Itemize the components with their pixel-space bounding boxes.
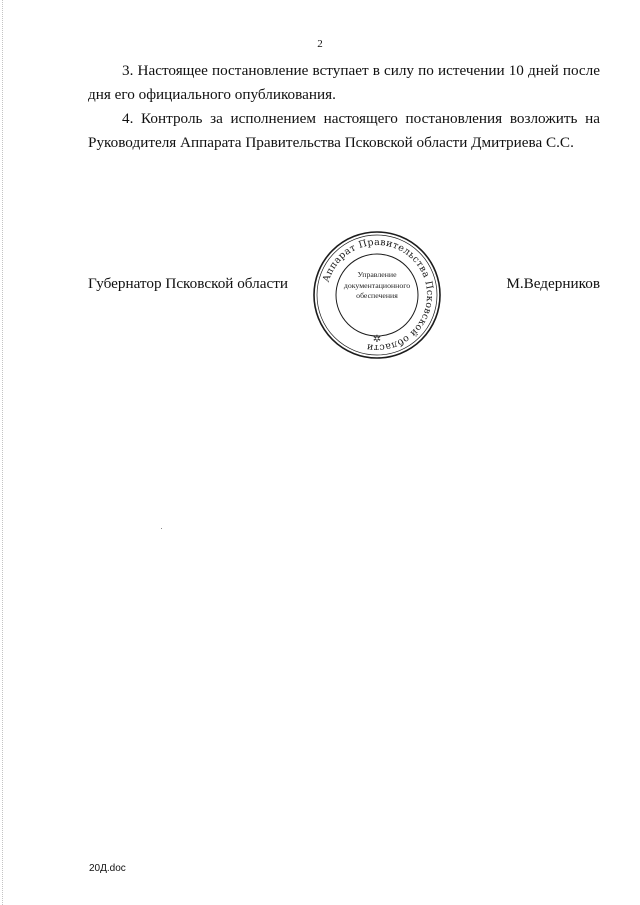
footer-file-name: 20Д.doc — [89, 863, 126, 874]
seal-star-icon: ✲ — [372, 334, 382, 345]
seal-ring-text: Аппарат Правительства Псковской области — [320, 236, 436, 354]
paragraph-control-assignment: 4. Контроль за исполнением настоящего постановления возложить на Руководителя Аппарата Правительства Псковской области Дмитриева С.С. — [88, 110, 600, 151]
paragraph-entry-into-force: 3. Настоящее постановление вступает в силу по истечении 10 дней после дня его официального опубликования. — [88, 62, 600, 103]
signatory-title: Губернатор Псковской области — [88, 275, 288, 292]
seal-center-line: документационного — [343, 280, 411, 290]
seal-center-text — [340, 270, 414, 302]
scan-edge — [2, 0, 3, 905]
official-seal — [310, 228, 444, 362]
page-number: 2 — [317, 38, 323, 50]
seal-center-line: Управление — [357, 270, 397, 279]
scan-speck — [161, 528, 162, 529]
signatory-name: М.Ведерников — [506, 275, 600, 292]
seal-center-line: обеспечения — [356, 291, 398, 300]
document-body — [88, 59, 600, 155]
